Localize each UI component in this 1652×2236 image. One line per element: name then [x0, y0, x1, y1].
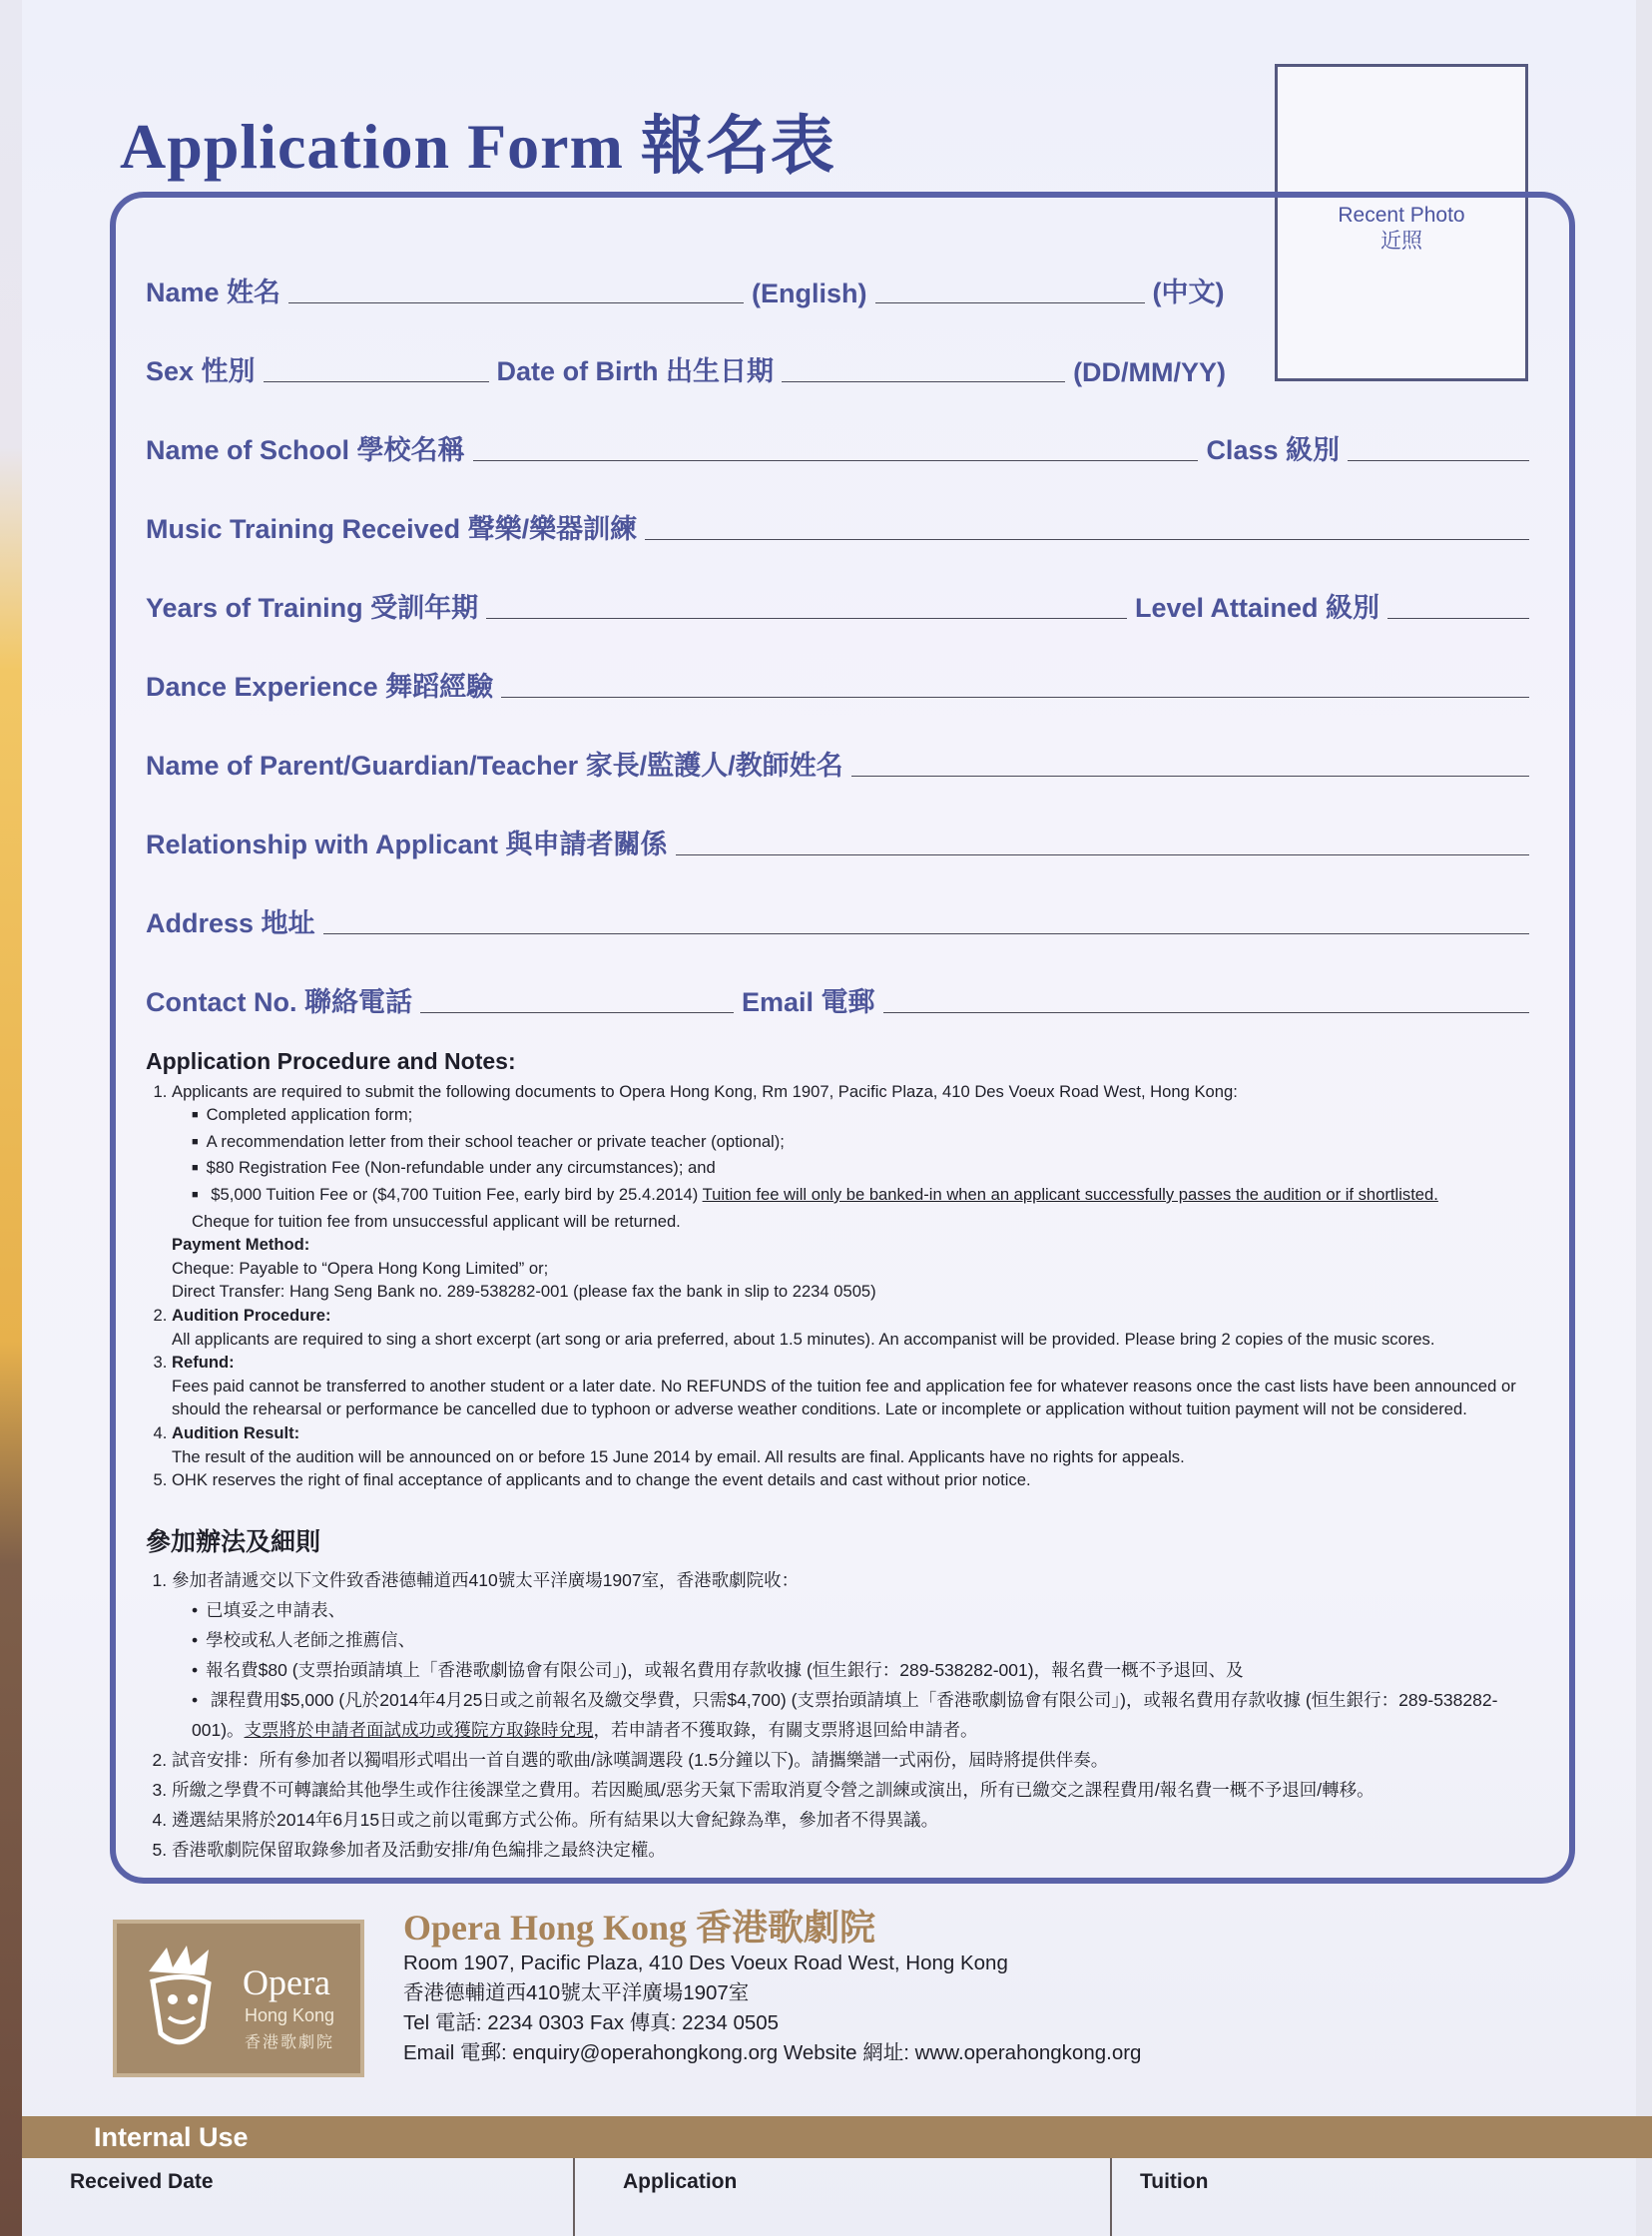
notes-zh-item-3: 3. 所繳之學費不可轉讓給其他學生或作往後課堂之費用。若因颱風/惡劣天氣下需取消夏令營之訓練或演出，所有已繳交之課程費用/報名費一概不予退回/轉移。	[172, 1775, 1533, 1805]
tuition-cell[interactable]	[1112, 2158, 1652, 2236]
notes-zh-item-5: 5. 香港歌劇院保留取錄參加者及活動安排/角色編排之最終決定權。	[172, 1835, 1533, 1865]
relationship-label: Relationship with Applicant 與申請者關係	[146, 830, 668, 859]
years-label: Years of Training 受訓年期	[146, 593, 479, 623]
name-row	[146, 270, 1244, 309]
payment-title: Payment Method:	[172, 1235, 310, 1255]
class-label: Class 級別	[1206, 435, 1340, 465]
notes-zh-bullet-2: • 學校或私人老師之推薦信、	[192, 1625, 1533, 1655]
notes-zh-item-4: 4. 遴選結果將於2014年6月15日或之前以電郵方式公佈。所有結果以大會紀錄為準，參加者不得異議。	[172, 1805, 1533, 1835]
opera-mask-icon	[139, 1942, 235, 2059]
received-date-label: Received Date	[70, 2170, 214, 2193]
photo-label-zh: 近照	[1380, 230, 1422, 253]
org-info	[403, 1908, 1142, 2068]
notes-item-2: 2. Audition Procedure: All applicants are required to sing a short excerpt (art song or aria preferred, about 1.5 minutes). An accompanist will be provided. Please bring 2 copies of the music scores.	[172, 1304, 1533, 1351]
notes-heading: Application Procedure and Notes:	[146, 1048, 516, 1074]
level-field[interactable]	[1387, 618, 1529, 619]
contact-field[interactable]	[420, 1012, 734, 1013]
name-english-field[interactable]	[288, 302, 744, 303]
name-label: Name 姓名	[146, 278, 281, 307]
name-chinese-field[interactable]	[875, 302, 1145, 303]
notes-bullet-2: ■ A recommendation letter from their school teacher or private teacher (optional);	[192, 1130, 1533, 1157]
dance-label: Dance Experience 舞蹈經驗	[146, 672, 494, 702]
parent-row	[146, 743, 1529, 783]
address-row	[146, 900, 1529, 940]
level-label: Level Attained 級別	[1134, 593, 1379, 623]
contact-label: Contact No. 聯絡電話	[146, 987, 412, 1017]
logo-hk-text: Hong Kong	[245, 2005, 335, 2025]
address-label: Address 地址	[146, 908, 315, 938]
music-label: Music Training Received 聲樂/樂器訓練	[146, 514, 638, 544]
notes-bullet-4: ■ $5,000 Tuition Fee or ($4,700 Tuition Fee, early bird by 25.4.2014) Tuition fee will only be banked-in when an applicant successfully passes the audition or if shortlisted. Cheque for tuition fee from unsuccessful applicant will be returned.	[192, 1183, 1533, 1233]
notes-en	[146, 1050, 1533, 1492]
org-tel-fax: Tel 電話: 2234 0303 Fax 傳真: 2234 0505	[403, 2011, 780, 2034]
sex-label: Sex 性別	[146, 356, 256, 386]
name-chinese-label: (中文)	[1152, 278, 1225, 307]
payment-transfer: Direct Transfer: Hang Seng Bank no. 289-538282-001 (please fax the bank in slip to 2234 0505)	[172, 1282, 876, 1302]
org-name: Opera Hong Kong 香港歌劇院	[403, 1908, 876, 1948]
application-label: Application	[623, 2170, 738, 2193]
right-page-edge	[1636, 0, 1652, 2236]
notes-zh-bullet-3: • 報名費$80 (支票抬頭請填上「香港歌劇協會有限公司」)，或報名費用存款收據 (恒生銀行：289-538282-001)，報名費一概不予退回、及	[192, 1655, 1533, 1685]
logo-zh-text: 香港歌劇院	[245, 2034, 335, 2051]
notes-item-3: 3. Refund: Fees paid cannot be transferred to another student or a later date. No REFUNDS of the tuition fee and application fee for whatever reasons once the cast lists have been announced or should the rehearsal or performance be cancelled due to typhoon or adverse weather conditions. Late or incomplete or application without tuition payment will not be considered.	[172, 1351, 1533, 1421]
dob-label: Date of Birth 出生日期	[496, 356, 775, 386]
notes-zh-item-1: 1. 參加者請遞交以下文件致香港德輔道西410號太平洋廣場1907室，香港歌劇院收： • 已填妥之申請表、 • 學校或私人老師之推薦信、 • 報名費$80 (支票抬頭請填上「香港歌劇協會有限公司」)，或報名費用存款收據 (恒生銀行：289-538282-001)，報名費一概不予退回、及 • 課程費用$5,000 (凡於2014年4月25日或之前報名及繳交學費，只需$4,700) (支票抬頭請填上「香港歌劇協會有限公司」)，或報名費用存款收據 (恒生銀行：289-538282-001)。支票將於申請者面試成功或獲院方取錄時兌現，若申請者不獲取錄，有關支票將退回給申請者。	[172, 1565, 1533, 1745]
relationship-field[interactable]	[676, 854, 1529, 855]
email-field[interactable]	[883, 1012, 1529, 1013]
notes-zh-bullet-1: • 已填妥之申請表、	[192, 1595, 1533, 1625]
form-title: Application Form 報名表	[120, 111, 835, 182]
name-english-label: (English)	[752, 279, 867, 308]
dance-row	[146, 664, 1529, 704]
dob-field[interactable]	[782, 381, 1065, 382]
internal-use-section	[0, 2116, 1652, 2236]
tuition-underline-note: Tuition fee will only be banked-in when an applicant successfully passes the audition or if shortlisted.	[702, 1184, 1438, 1204]
org-email-website[interactable]: Email 電郵: enquiry@operahongkong.org Website 網址: www.operahongkong.org	[403, 2041, 1142, 2064]
sex-field[interactable]	[264, 381, 489, 382]
org-address-zh: 香港德輔道西410號太平洋廣場1907室	[403, 1981, 750, 2004]
years-field[interactable]	[486, 618, 1127, 619]
notes-zh	[146, 1527, 1533, 1865]
internal-use-title: Internal Use	[22, 2116, 1652, 2158]
notes-bullet-3: ■ $80 Registration Fee (Non-refundable under any circumstances); and	[192, 1156, 1533, 1183]
music-row	[146, 506, 1529, 546]
photo-label-en: Recent Photo	[1338, 204, 1465, 227]
address-field[interactable]	[323, 933, 1529, 934]
org-address-en: Room 1907, Pacific Plaza, 410 Des Voeux Road West, Hong Kong	[403, 1952, 1008, 1974]
application-cell[interactable]	[575, 2158, 1112, 2236]
dance-field[interactable]	[501, 697, 1529, 698]
school-row	[146, 427, 1529, 467]
parent-label: Name of Parent/Guardian/Teacher 家長/監護人/教師姓名	[146, 751, 843, 781]
notes-zh-heading: 參加辦法及細則	[146, 1528, 321, 1556]
left-decorative-strip	[0, 0, 22, 2236]
contact-row	[146, 979, 1529, 1019]
class-field[interactable]	[1348, 460, 1529, 461]
music-field[interactable]	[645, 539, 1529, 540]
payment-cheque: Cheque: Payable to “Opera Hong Kong Limited” or;	[172, 1258, 549, 1278]
relationship-row	[146, 822, 1529, 861]
email-label: Email 電郵	[742, 987, 875, 1017]
tuition-label: Tuition	[1140, 2170, 1209, 2193]
notes-item-1: 1. Applicants are required to submit the following documents to Opera Hong Kong, Rm 1907, Pacific Plaza, 410 Des Voeux Road West, Hong Kong: ■ Completed application form; ■ A recommendation letter from their school teacher or private teacher (optional); ■ $80 Registration Fee (Non-refundable under any circumstances); and ■ $5,000 Tuition Fee or ($4,700 Tuition Fee, early bird by 25.4.2014) Tuition fee will only be banked-in when an applicant successfully passes the audition or if shortlisted. Cheque for tuition fee from unsuccessful applicant will be returned. Payment Method: Cheque: Payable to “Opera Hong Kong Limited” or; Direct Transfer: Hang Seng Bank no. 289-538282-001 (please fax the bank in slip to 2234 0505)	[172, 1080, 1533, 1304]
notes-item-5: 5. OHK reserves the right of final acceptance of applicants and to change the event details and cast without prior notice.	[172, 1468, 1533, 1492]
sex-dob-row	[146, 348, 1244, 388]
notes-item-4: 4. Audition Result: The result of the audition will be announced on or before 15 June 2014 by email. All results are final. Applicants have no rights for appeals.	[172, 1421, 1533, 1468]
opera-hk-logo	[113, 1920, 364, 2077]
received-date-cell[interactable]	[22, 2158, 575, 2236]
school-field[interactable]	[473, 460, 1199, 461]
parent-field[interactable]	[851, 776, 1529, 777]
school-label: Name of School 學校名稱	[146, 435, 465, 465]
notes-zh-bullet-4: • 課程費用$5,000 (凡於2014年4月25日或之前報名及繳交學費，只需$4,700) (支票抬頭請填上「香港歌劇協會有限公司」)，或報名費用存款收據 (恒生銀行：289-538282-001)。支票將於申請者面試成功或獲院方取錄時兌現，若申請者不獲取錄，有關支票將退回給申請者。	[192, 1685, 1533, 1745]
years-row	[146, 585, 1529, 625]
notes-zh-item-2: 2. 試音安排：所有參加者以獨唱形式唱出一首自選的歌曲/詠嘆調選段 (1.5分鐘以下)。請攜樂譜一式兩份，屆時將提供伴奏。	[172, 1745, 1533, 1775]
notes-bullet-1: ■ Completed application form;	[192, 1103, 1533, 1130]
logo-opera-text: Opera	[243, 1962, 330, 2002]
dob-format-label: (DD/MM/YY)	[1073, 357, 1227, 387]
